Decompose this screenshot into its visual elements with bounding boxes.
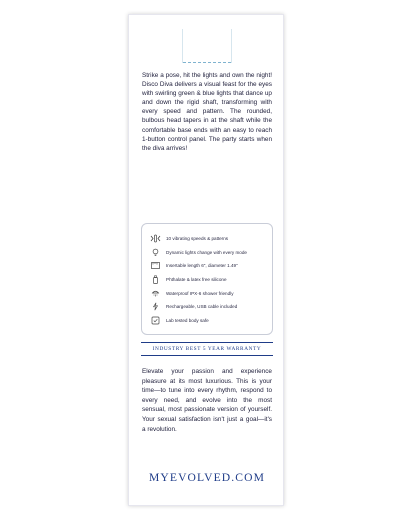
outro-description: Elevate your passion and experience pleasure at its most luxurious. This is your time—to tune into every rhythm, respond to every need, and evolve into the most sensual, most passionate version of yourself. Your sexual satisfaction isn't just a goal—it's a revolution. <box>142 368 272 433</box>
feature-label: 10 vibrating speeds & patterns <box>166 236 229 242</box>
warranty-rule-bottom <box>141 355 273 356</box>
feature-item <box>150 246 266 260</box>
feature-item <box>150 273 266 287</box>
warranty-rule-top <box>141 342 273 343</box>
feature-label: Rechargeable, USB cable included <box>166 304 238 310</box>
usb-charge-icon <box>150 302 161 311</box>
check-badge-icon <box>150 316 161 325</box>
vibration-icon <box>150 234 161 243</box>
hang-tab-cutout <box>182 29 232 63</box>
feature-label: Dynamic lights change with every mode <box>166 249 247 255</box>
feature-item <box>150 300 266 314</box>
feature-label: Waterproof IPX-6 shower friendly <box>166 290 234 296</box>
shower-icon <box>150 289 161 298</box>
feature-item <box>150 314 266 328</box>
intro-description: Strike a pose, hit the lights and own the night! Disco Diva delivers a visual feast for the eyes with swirling green & blue lights that dance up and down the rigid shaft, transforming with every speed and pattern. The rounded, bulbous head tapers in at the shaft while the comfortable base ends with an easy to reach 1-button control panel. The party starts when the diva arrives! <box>142 72 272 152</box>
fold-line <box>183 62 231 63</box>
features-box <box>141 223 273 335</box>
feature-label: Insertable length 6", diameter 1.49" <box>166 263 238 269</box>
warranty-banner: INDUSTRY BEST 5 YEAR WARRANTY <box>152 346 262 352</box>
ruler-icon <box>150 261 161 270</box>
feature-item <box>150 286 266 300</box>
light-bulb-icon <box>150 248 161 257</box>
website-link[interactable]: MYEVOLVED.COM <box>149 471 265 484</box>
feature-item <box>150 232 266 246</box>
silicone-bottle-icon <box>150 275 161 284</box>
feature-item <box>150 259 266 273</box>
product-hang-card <box>128 14 284 506</box>
feature-label: Lab tested body safe <box>166 317 209 323</box>
feature-label: Phthalate & latex free silicone <box>166 277 227 283</box>
